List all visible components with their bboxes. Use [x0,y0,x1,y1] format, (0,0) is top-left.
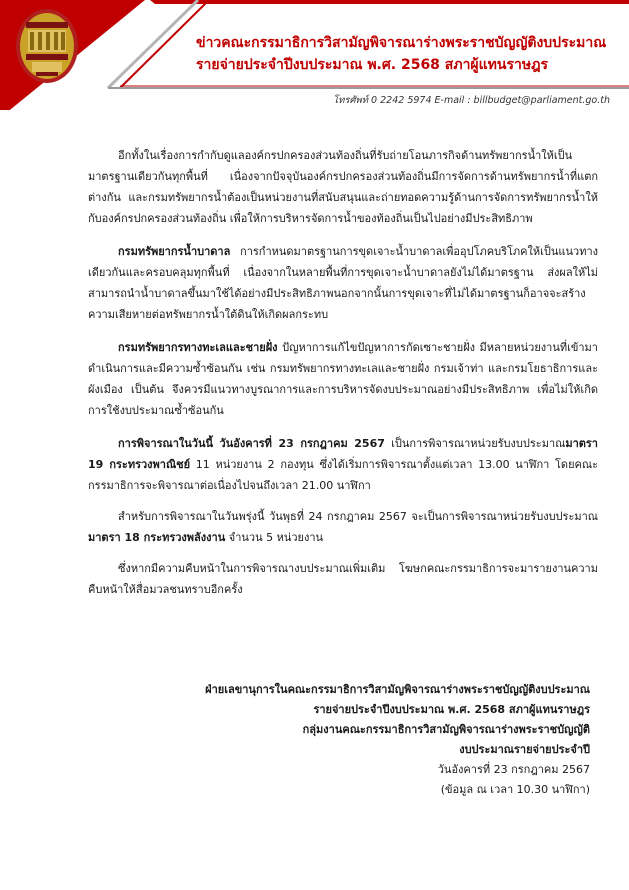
paragraph-2-lead: กรมทรัพยากรน้ำบาดาล [118,245,231,258]
paragraph-3-text: ปัญหาการแก้ไขปัญหาการกัดเซาะชายฝั่ง มีหลายหน่วยงานที่เข้ามาดำเนินการและมีความซ้ำซ้อนกัน เช่น กรมทรัพยากรทางทะเลและชายฝั่ง กรมเจ้าท่า และกรมโยธาธิการและผังเมือง เป็นต้น จึงควรมีแนวทางบูรณาการและการบริหารจัดงบประมาณอย่างมีประสิทธิภาพ เพื่อไม่ให้เกิดการใช้งบประมาณซ้ำซ้อนกัน [88,341,598,417]
paragraph-5-text-b: จำนวน 5 หน่วยงาน [225,531,324,544]
signature-time-note: (ข้อมูล ณ เวลา 10.30 นาฬิกา) [440,783,590,796]
title-line-2: รายจ่ายประจำปีงบประมาณ พ.ศ. 2568 สภาผู้แทนราษฎร [196,57,548,73]
paragraph-4-bold: มาตรา 19 กระทรวงพาณิชย์ [88,437,598,471]
news-body [88,145,598,612]
paragraph-2-text: การกำหนดมาตรฐานการขุดเจาะน้ำบาดาลเพื่ออุปโภคบริโภคให้เป็นแนวทางเดียวกันและครอบคลุมทุกพื้นที่ เนื่องจากในหลายพื้นที่การขุดเจาะน้ำบาดาลยังไม่ได้มาตรฐาน ส่งผลให้ไม่สามารถนำน้ำบาดาลขึ้นมาใช้ได้อย่างมีประสิทธิภาพนอกจากนั้นการขุดเจาะที่ไม่ได้มาตรฐานก็อาจจะสร้างความเสียหายต่อทรัพยากรน้ำใต้ดินให้เกิดผลกระทบ [88,245,598,321]
title-line-1: ข่าวคณะกรรมาธิการวิสามัญพิจารณาร่างพระราชบัญญัติงบประมาณ [196,35,607,51]
signature-line-3: กลุ่มงานคณะกรรมาธิการวิสามัญพิจารณาร่างพระราชบัญญัติ [302,723,590,736]
paragraph-3 [88,337,598,421]
paragraph-5 [88,506,598,548]
paragraph-3-lead: กรมทรัพยากรทางทะเลและชายฝั่ง [118,341,278,354]
signature-line-2: รายจ่ายประจำปีงบประมาณ พ.ศ. 2568 สภาผู้แทนราษฎร [313,703,590,716]
paragraph-2 [88,241,598,325]
signature-date: วันอังคารที่ 23 กรกฎาคม 2567 [437,763,590,776]
paragraph-1: อีกทั้งในเรื่องการกำกับดูแลองค์กรปกครองส่วนท้องถิ่นที่รับถ่ายโอนภารกิจด้านทรัพยากรน้ำให้เป็นมาตรฐานเดียวกันทุกพื้นที่ เนื่องจากปัจจุบันองค์กรปกครองส่วนท้องถิ่นมีการจัดการด้านทรัพยากรน้ำที่แตกต่างกัน และกรมทรัพยากรน้ำต้องเป็นหน่วยงานที่สนับสนุนและถ่ายทอดความรู้ด้านการจัดการทรัพยากรน้ำให้กับองค์กรปกครองส่วนท้องถิ่น เพื่อให้การบริหารจัดการน้ำของท้องถิ่นเป็นไปอย่างมีประสิทธิภาพ [88,149,598,225]
signature-line-4: งบประมาณรายจ่ายประจำปี [459,743,590,756]
parliament-emblem-icon [14,6,80,84]
paragraph-6: ซึ่งหากมีความคืบหน้าในการพิจารณางบประมาณเพิ่มเติม โฆษกคณะกรรมาธิการจะมารายงานความคืบหน้าให้สื่อมวลชนทราบอีกครั้ง [88,562,598,596]
paragraph-4 [88,433,598,496]
news-title [196,32,621,76]
paragraph-5-bold: มาตรา 18 กระทรวงพลังงาน [88,531,226,544]
paragraph-4-text-a: เป็นการพิจารณาหน่วยรับงบประมาณ [384,437,566,450]
contact-info: โทรศัพท์ 0 2242 5974 E-mail : billbudget@parliament.go.th [333,95,610,106]
paragraph-4-text-b: 11 หน่วยงาน 2 กองทุน ซึ่งได้เริ่มการพิจารณาตั้งแต่เวลา 13.00 นาฬิกา โดยคณะกรรมาธิการจะพิจารณาต่อเนื่องไปจนถึงเวลา 21.00 นาฬิกา [88,458,598,492]
paragraph-5-text-a: สำหรับการพิจารณาในวันพรุ่งนี้ วันพุธที่ 24 กรกฎาคม 2567 จะเป็นการพิจารณาหน่วยรับงบประมาณ [118,510,598,523]
paragraph-4-lead: การพิจารณาในวันนี้ วันอังคารที่ 23 กรกฎาคม 2567 [118,437,385,450]
signature-line-1: ฝ่ายเลขานุการในคณะกรรมาธิการวิสามัญพิจารณาร่างพระราชบัญญัติงบประมาณ [205,683,590,696]
signature-block [150,680,590,800]
